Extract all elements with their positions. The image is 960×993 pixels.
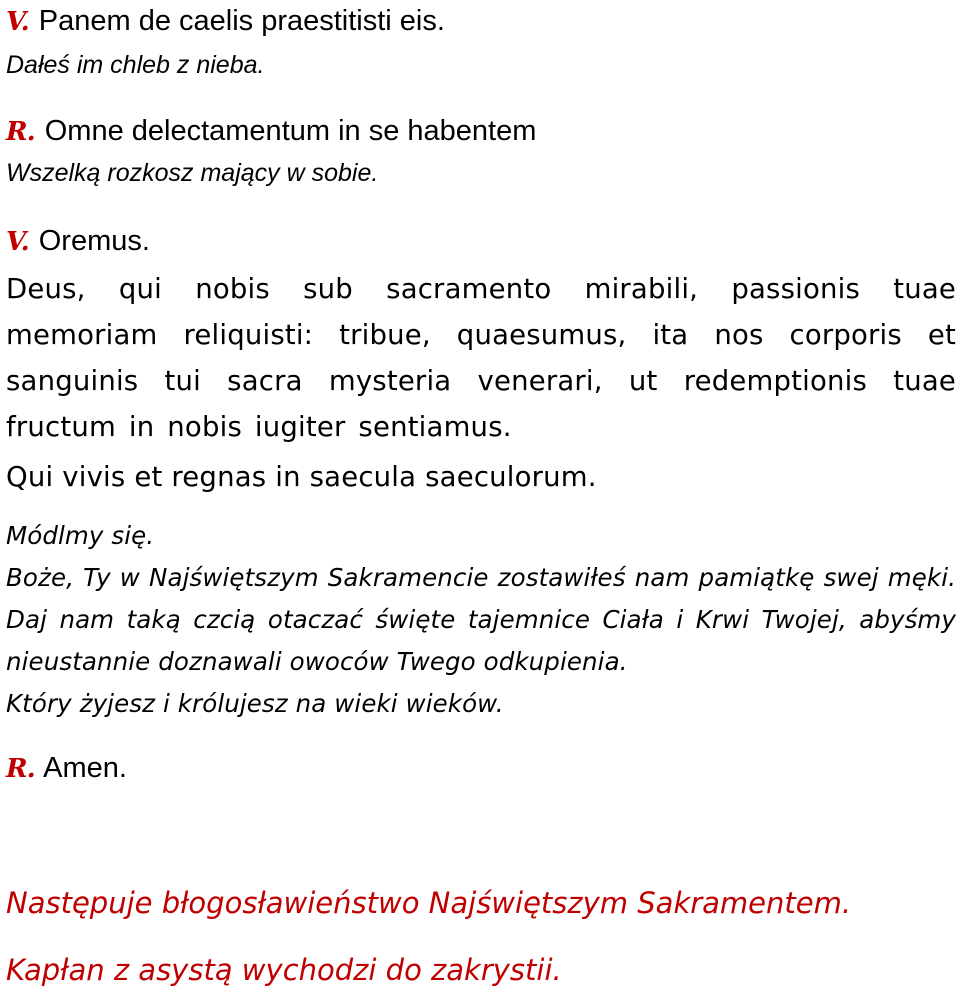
collect-polish-text: Boże, Ty w Najświętszym Sakramencie zostawiłeś nam pamiątkę swej męki. Daj nam taką czcią otaczać święte tajemnice Ciała i Krwi Twojej, abyśmy nieustannie doznawali owoców Twego odkupienia. — [6, 563, 956, 676]
collect-latin-text: Deus, qui nobis sub sacramento mirabili, passionis tuae memoriam reliquisti: tribue, quaesumus, ita nos corporis et sanguinis tui sacra mysteria venerari, ut redemptionis tuae fructum in nobis iugiter sentiamus. — [6, 273, 956, 443]
versicle-panem-polish: Dałeś im chleb z nieba. — [6, 51, 265, 79]
response-amen — [6, 751, 127, 786]
collect-polish-conclusion: Który żyjesz i królujesz na wieki wieków. — [6, 689, 504, 718]
versicle-panem — [6, 4, 445, 39]
rubric-benediction: Następuje błogosławieństwo Najświętszym Sakramentem. — [6, 886, 852, 920]
response-amen-latin: Amen. — [43, 752, 127, 784]
response-omne-latin: Omne delectamentum in se habentem — [44, 115, 537, 147]
collect-latin-conclusion: Qui vivis et regnas in saecula saeculorum. — [6, 461, 597, 493]
collect-polish-intro: Módlmy się. — [6, 521, 155, 550]
rubric-exit: Kapłan z asystą wychodzi do zakrystii. — [6, 953, 562, 987]
versicle-panem-latin: Panem de caelis praestitisti eis. — [38, 5, 445, 37]
versicle-symbol: V. — [6, 7, 29, 37]
response-symbol: R. — [6, 754, 35, 784]
versicle-oremus — [6, 224, 150, 259]
response-symbol: R. — [6, 117, 35, 147]
response-omne — [6, 114, 536, 149]
response-omne-polish: Wszelką rozkosz mający w sobie. — [6, 159, 379, 187]
versicle-oremus-latin: Oremus. — [38, 225, 150, 257]
versicle-symbol: V. — [6, 227, 29, 257]
